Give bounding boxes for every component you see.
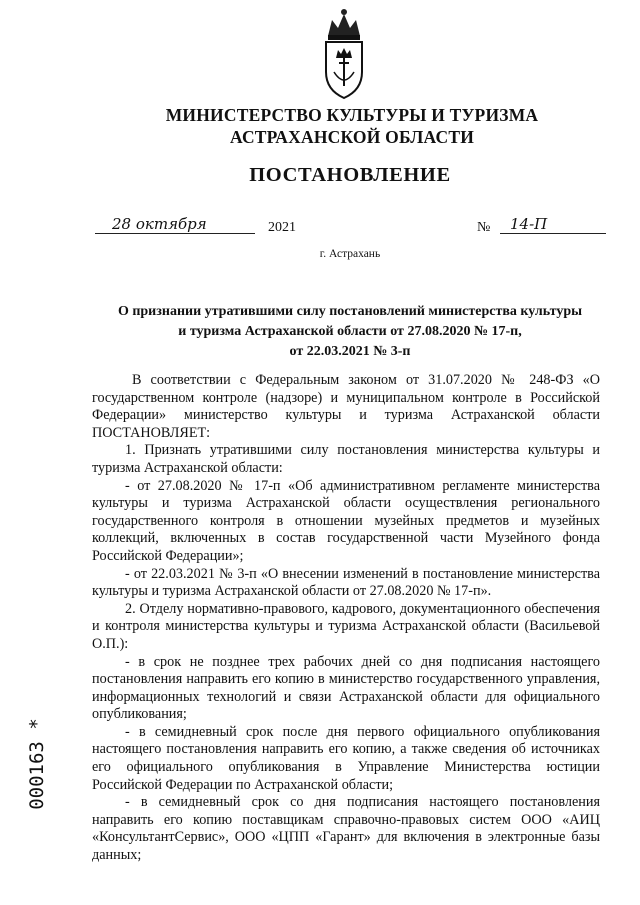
city: г. Астрахань	[319, 248, 381, 260]
ministry-line-1: МИНИСТЕРСТВО КУЛЬТУРЫ И ТУРИЗМА	[165, 105, 539, 125]
date-handwritten: 28 октября	[112, 215, 207, 233]
paragraph-1b: - от 22.03.2021 № 3-п «О внесении изменений в постановление министерства культуры и туризма Астраханской области от 27.08.2020 № 17-п».	[92, 565, 600, 600]
serial-stamp	[22, 709, 52, 819]
document-body	[92, 372, 600, 865]
subject-line-2: и туризма Астраханской области от 27.08.2020 № 17-п,	[178, 324, 522, 339]
date-underline	[95, 233, 255, 234]
paragraph-2: 2. Отделу нормативно-правового, кадрового, документационного обеспечения и контроля министерства культуры и туризма Астраханской области (Васильевой О.П.):	[92, 600, 600, 652]
paragraph-2c: - в семидневный срок со дня подписания настоящего постановления направить его копию поставщикам справочно-правовых систем ООО «АИЦ «КонсультантСервис», ООО «ЦПП «Гарант» для включения в электронные базы данных;	[92, 794, 600, 864]
subject-line-3: от 22.03.2021 № 3-п	[289, 344, 411, 359]
paragraph-1a: - от 27.08.2020 № 17-п «Об административном регламенте министерства культуры и туризма Астраханской области осуществления регионального государственного контроля в отношении музейных предметов и музейных коллекций, включенных в состав государственной части Музейного фонда Российской Федерации»;	[92, 477, 600, 564]
paragraph-1: 1. Признать утратившими силу постановления министерства культуры и туризма Астраханской области:	[92, 442, 600, 476]
subject-line-1: О признании утратившими силу постановлений министерства культуры	[117, 304, 583, 319]
document-type: ПОСТАНОВЛЕНИЕ	[249, 164, 451, 186]
number-handwritten: 14-П	[510, 215, 548, 233]
year: 2021	[268, 220, 296, 235]
ministry-line-2: АСТРАХАНСКОЙ ОБЛАСТИ	[229, 127, 475, 147]
paragraph-2a: - в срок не позднее трех рабочих дней со дня подписания настоящего постановления направить его копию в министерство государственного управления, информационных технологий и связи Астраханской области для официального опубликования;	[92, 653, 600, 723]
coat-of-arms-icon	[318, 6, 370, 102]
serial-number: 000163 *	[26, 718, 48, 810]
number-sign: №	[477, 220, 491, 235]
date-number-line	[0, 211, 640, 241]
document-subject	[0, 302, 640, 362]
ministry-name	[0, 104, 640, 148]
number-underline	[500, 233, 606, 234]
preamble-paragraph: В соответствии с Федеральным законом от 31.07.2020 № 248-ФЗ «О государственном контроле (надзоре) и муниципальном контроле в Российской Федерации» министерство культуры и туризма Астраханской области ПОСТАНОВЛЯЕТ:	[92, 372, 600, 441]
paragraph-2b: - в семидневный срок после дня первого официального опубликования настоящего постановления направить его копию, а также сведения об источниках его официального опубликования в Управление Министерства юстиции Российской Федерации по Астраханской области;	[92, 723, 600, 793]
